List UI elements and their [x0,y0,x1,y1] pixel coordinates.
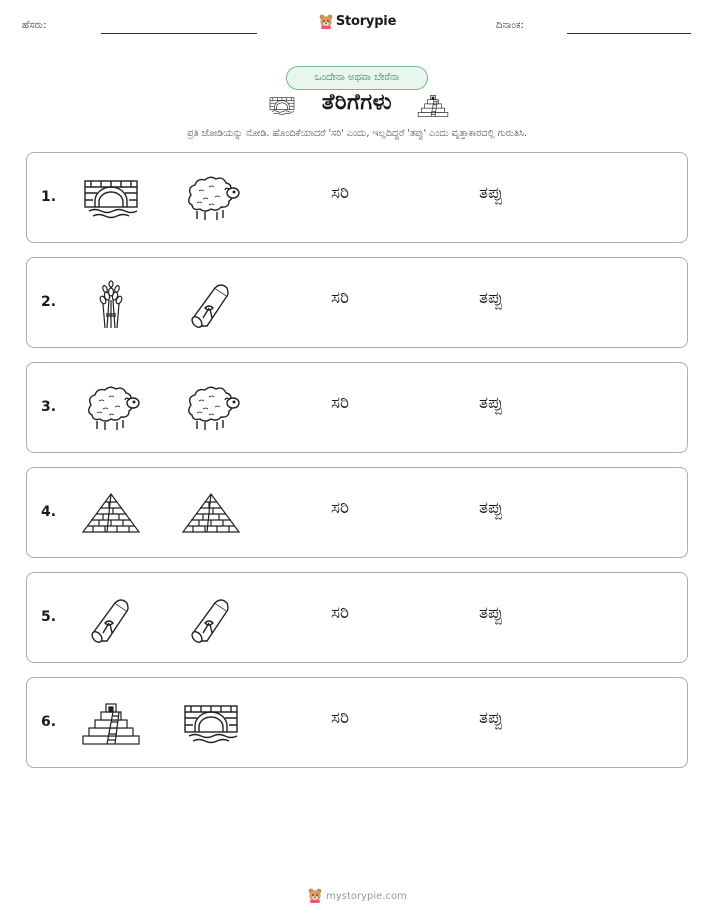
brand-logo [0,13,714,29]
option-different[interactable]: ತಪ್ಪು [479,183,504,203]
instructions: ಪ್ರತಿ ಜೋಡಿಯನ್ನು ನೋಡಿ. ಹೊಂದಿಕೆಯಾದರೆ 'ಸರಿ' ಎಂದು, ಇಲ್ಲದಿದ್ದರೆ 'ತಪ್ಪು' ಎಂದು ವೃತ್ತಾಕಾರದಲ್ಲಿ ಗುರುತಿಸಿ. [187,128,527,139]
option-same[interactable]: ಸರಿ [331,708,350,728]
question-card [26,152,688,243]
bear-mascot-icon [307,887,323,903]
name-label: ಹೆಸರು: [22,20,47,31]
question-number: 3. [41,399,57,415]
question-card [26,467,688,558]
footer-url: mystorypie.com [326,891,407,902]
page-title: ತೆರಿಗೆಗಳು [321,90,393,115]
worksheet-type-badge: ಒಂದೇನಾ ಅಥವಾ ಬೇರೆನಾ [286,66,428,90]
bridge-icon [79,173,143,225]
sheep-icon [179,383,243,435]
sheep-icon [179,173,243,225]
pyramid-icon [79,488,143,540]
question-card [26,677,688,768]
option-same[interactable]: ಸರಿ [331,288,350,308]
question-card [26,572,688,663]
option-different[interactable]: ತಪ್ಪು [479,498,504,518]
date-label: ದಿನಾಂಕ: [496,20,524,31]
date-field[interactable] [567,33,691,34]
pyramid-icon [179,488,243,540]
option-different[interactable]: ತಪ್ಪು [479,603,504,623]
option-same[interactable]: ಸರಿ [331,603,350,623]
sheep-icon [79,383,143,435]
footer [0,887,714,903]
question-number: 6. [41,714,57,730]
option-same[interactable]: ಸರಿ [331,498,350,518]
question-number: 2. [41,294,57,310]
question-card [26,257,688,348]
name-field[interactable] [101,33,257,34]
option-different[interactable]: ತಪ್ಪು [479,393,504,413]
step-pyramid-icon [79,698,143,750]
bear-mascot-icon [318,13,334,29]
option-different[interactable]: ತಪ್ಪು [479,288,504,308]
scroll-icon [79,593,143,645]
question-number: 5. [41,609,57,625]
scroll-icon [179,278,243,330]
option-different[interactable]: ತಪ್ಪು [479,708,504,728]
option-same[interactable]: ಸರಿ [331,393,350,413]
question-card [26,362,688,453]
question-number: 1. [41,189,57,205]
brand-name: Storypie [335,14,397,29]
question-number: 4. [41,504,57,520]
bridge-icon [179,698,243,750]
step-pyramid-icon [416,92,450,120]
scroll-icon [179,593,243,645]
option-same[interactable]: ಸರಿ [331,183,350,203]
wheat-icon [79,278,143,330]
